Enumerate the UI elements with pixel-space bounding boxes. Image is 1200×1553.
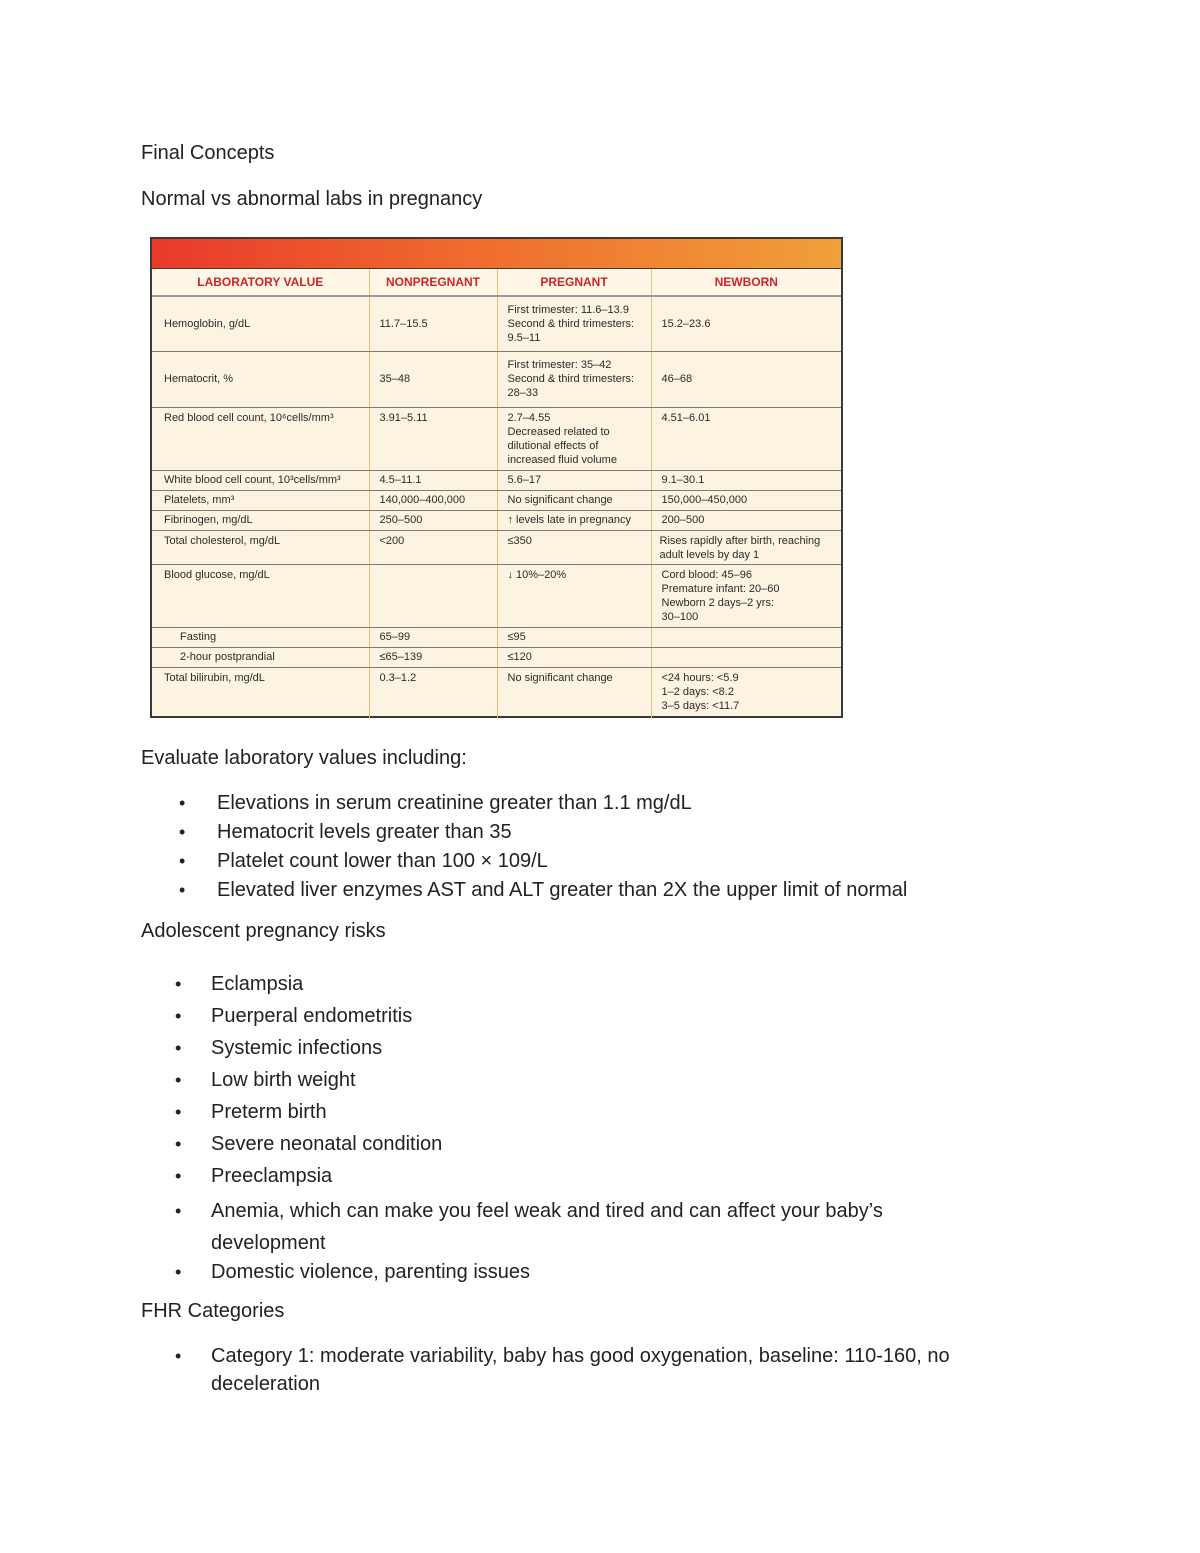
pregnant-value: ≤95 <box>497 627 651 647</box>
pregnant-value: No significant change <box>497 667 651 719</box>
labs-list <box>141 790 1041 906</box>
newborn-value: Rises rapidly after birth, reaching adult levels by day 1 <box>651 530 841 564</box>
list-item-text: Eclampsia <box>211 973 304 995</box>
list-item <box>141 1035 1041 1067</box>
pregnant-value: ≤120 <box>497 647 651 667</box>
document-subtitle: Normal vs abnormal labs in pregnancy <box>141 188 483 210</box>
list-item <box>141 971 1041 1003</box>
nonpregnant-value: 35–48 <box>369 351 497 407</box>
list-item-text: Severe neonatal condition <box>211 1133 443 1155</box>
lab-values-table-image <box>150 237 843 718</box>
nonpregnant-value: 11.7–15.5 <box>369 296 497 351</box>
newborn-value: 200–500 <box>651 510 841 530</box>
list-item-text: Category 1: moderate variability, baby has good oxygenation, baseline: 110-160, no deceleration <box>211 1345 950 1395</box>
header-laboratory-value: LABORATORY VALUE <box>152 269 369 296</box>
bullet-icon: • <box>175 1006 182 1026</box>
list-item-text: Puerperal endometritis <box>211 1005 413 1027</box>
newborn-value: <24 hours: <5.9 1–2 days: <8.2 3–5 days: <11.7 <box>651 667 841 719</box>
row-label: Hemoglobin, g/dL <box>152 296 369 351</box>
bullet-icon: • <box>175 1070 182 1090</box>
pregnant-value: ↑ levels late in pregnancy <box>497 510 651 530</box>
list-item-text: Preterm birth <box>211 1101 327 1123</box>
bullet-icon: • <box>175 1201 182 1221</box>
table-row <box>152 510 841 530</box>
pregnant-value: 5.6–17 <box>497 470 651 490</box>
nonpregnant-value: 0.3–1.2 <box>369 667 497 719</box>
table-row <box>152 351 841 407</box>
row-label: Total cholesterol, mg/dL <box>152 530 369 564</box>
list-item-text: Platelet count lower than 100 × 109/L <box>217 850 548 872</box>
row-label: Red blood cell count, 10⁶cells/mm³ <box>152 407 369 470</box>
pregnant-value: ≤350 <box>497 530 651 564</box>
list-item-text: Systemic infections <box>211 1037 383 1059</box>
table-header-banner <box>152 239 841 269</box>
header-nonpregnant: NONPREGNANT <box>369 269 497 296</box>
document-title: Final Concepts <box>141 142 275 164</box>
pregnant-value: First trimester: 11.6–13.9 Second & third trimesters: 9.5–11 <box>497 296 651 351</box>
bullet-icon: • <box>179 793 186 813</box>
nonpregnant-value: <200 <box>369 530 497 564</box>
row-label: Fibrinogen, mg/dL <box>152 510 369 530</box>
header-pregnant: PREGNANT <box>497 269 651 296</box>
list-item <box>141 877 1041 906</box>
list-item <box>141 1131 1041 1163</box>
bullet-icon: • <box>179 880 186 900</box>
bullet-icon: • <box>175 1102 182 1122</box>
pregnant-value: 2.7–4.55 Decreased related to dilutional effects of increased fluid volume <box>497 407 651 470</box>
labs-heading: Evaluate laboratory values including: <box>141 747 467 769</box>
nonpregnant-value: 140,000–400,000 <box>369 490 497 510</box>
bullet-icon: • <box>175 1262 182 1282</box>
table-row <box>152 490 841 510</box>
nonpregnant-value: 250–500 <box>369 510 497 530</box>
bullet-icon: • <box>179 851 186 871</box>
table-row <box>152 647 841 667</box>
list-item <box>141 848 1041 877</box>
newborn-value: 4.51–6.01 <box>651 407 841 470</box>
bullet-icon: • <box>175 974 182 994</box>
list-item <box>141 1259 1041 1291</box>
list-item <box>141 790 1041 819</box>
newborn-value: 150,000–450,000 <box>651 490 841 510</box>
list-item-text: Anemia, which can make you feel weak and tired and can affect your baby’s development <box>211 1200 883 1254</box>
list-item <box>141 1099 1041 1131</box>
nonpregnant-value: 3.91–5.11 <box>369 407 497 470</box>
list-item <box>141 1195 971 1259</box>
pregnant-value: First trimester: 35–42 Second & third trimesters: 28–33 <box>497 351 651 407</box>
bullet-icon: • <box>175 1346 182 1366</box>
list-item-text: Hematocrit levels greater than 35 <box>217 821 512 843</box>
newborn-value <box>651 647 841 667</box>
list-item <box>141 1342 1041 1398</box>
nonpregnant-value: 4.5–11.1 <box>369 470 497 490</box>
fhr-heading: FHR Categories <box>141 1300 285 1322</box>
table-row <box>152 667 841 719</box>
row-label: Hematocrit, % <box>152 351 369 407</box>
nonpregnant-value <box>369 564 497 627</box>
row-label: Platelets, mm³ <box>152 490 369 510</box>
pregnant-value: ↓ 10%–20% <box>497 564 651 627</box>
newborn-value: 9.1–30.1 <box>651 470 841 490</box>
newborn-value: 15.2–23.6 <box>651 296 841 351</box>
list-item <box>141 1163 1041 1195</box>
newborn-value: 46–68 <box>651 351 841 407</box>
bullet-icon: • <box>175 1166 182 1186</box>
row-label: White blood cell count, 10³cells/mm³ <box>152 470 369 490</box>
row-label: Fasting <box>152 627 369 647</box>
table-row <box>152 470 841 490</box>
bullet-icon: • <box>179 822 186 842</box>
table-row <box>152 296 841 351</box>
newborn-value: Cord blood: 45–96 Premature infant: 20–60 Newborn 2 days–2 yrs: 30–100 <box>651 564 841 627</box>
nonpregnant-value: 65–99 <box>369 627 497 647</box>
list-item-text: Elevated liver enzymes AST and ALT greater than 2X the upper limit of normal <box>217 879 908 901</box>
list-item-text: Elevations in serum creatinine greater than 1.1 mg/dL <box>217 792 692 814</box>
table-row <box>152 407 841 470</box>
list-item <box>141 1067 1041 1099</box>
fhr-list <box>141 1342 1041 1398</box>
lab-values-table <box>152 269 841 719</box>
risks-list <box>141 971 1041 1291</box>
row-label: Blood glucose, mg/dL <box>152 564 369 627</box>
newborn-value <box>651 627 841 647</box>
list-item <box>141 1003 1041 1035</box>
bullet-icon: • <box>175 1134 182 1154</box>
risks-heading: Adolescent pregnancy risks <box>141 920 386 942</box>
list-item-text: Low birth weight <box>211 1069 356 1091</box>
row-label: Total bilirubin, mg/dL <box>164 671 265 684</box>
bullet-icon: • <box>175 1038 182 1058</box>
list-item <box>141 819 1041 848</box>
list-item-text: Domestic violence, parenting issues <box>211 1261 531 1283</box>
table-row <box>152 564 841 627</box>
pregnant-value: No significant change <box>497 490 651 510</box>
table-header-row <box>152 269 841 296</box>
list-item-text: Preeclampsia <box>211 1165 333 1187</box>
header-newborn: NEWBORN <box>651 269 841 296</box>
table-row <box>152 627 841 647</box>
nonpregnant-value: ≤65–139 <box>369 647 497 667</box>
table-row <box>152 530 841 564</box>
row-label: 2-hour postprandial <box>152 647 369 667</box>
